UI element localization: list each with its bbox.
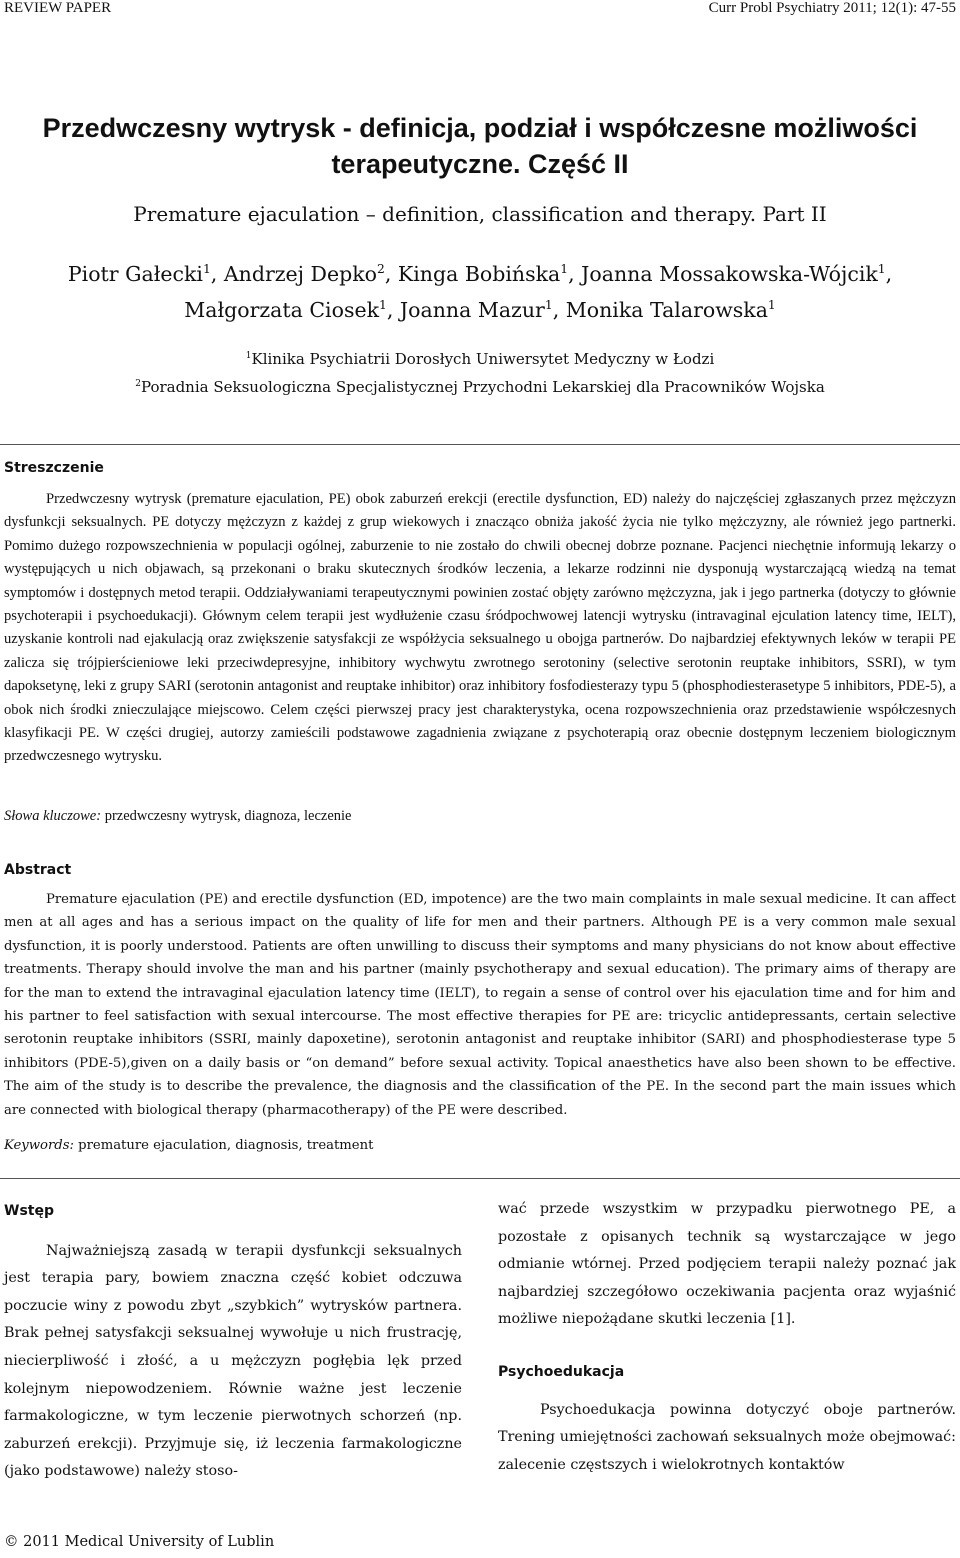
- affiliation-text: Poradnia Seksuologiczna Specjalistycznej Przychodni Lekarskiej dla Pracowników Wojska: [140, 378, 825, 396]
- copyright-footer: © 2011 Medical University of Lublin: [4, 1534, 275, 1550]
- affil-sup: 1: [245, 351, 252, 361]
- keywords-text: przedwczesny wytrysk, diagnoza, leczenie: [104, 808, 352, 824]
- keywords-text: premature ejaculation, diagnosis, treatment: [78, 1138, 374, 1153]
- streszczenie-heading: Streszczenie: [4, 460, 104, 476]
- authors-line-1: Piotr Gałecki$^1$, Andrzej Depko$^2$, Kinga Bobińska$^1$, Joanna Mossakowska-Wójcik$^1$,: [67, 262, 893, 286]
- author: Joanna Mossakowska-Wójcik: [581, 262, 878, 286]
- polish-keywords: [4, 808, 351, 825]
- author: Małgorzata Ciosek: [184, 298, 380, 322]
- author-affil-sup: 1: [767, 298, 776, 313]
- english-title: Premature ejaculation – definition, classification and therapy. Part II: [133, 202, 827, 226]
- english-keywords: [4, 1138, 373, 1153]
- abstract-heading: Abstract: [4, 862, 72, 878]
- wstep-body: Najważniejszą zasadą w terapii dysfunkcji seksualnych jest terapia pary, bowiem znaczna część kobiet odczuwa poczucie winy z powodu zbyt „szybkich” wytrysków partnera. Brak pełnej satysfakcji seksualnej wywołuje u nich frustrację, niecierpliwość i złość, a u mężczyzn pogłębia lęk przed kolejnym niepowodzeniem. Równie ważne jest leczenie farmakologiczne, w tym leczenie pierwotnych schorzeń (np. zaburzeń erekcji). Przyjmuje się, iż leczenia farmakologiczne (jako podstawowe) należy stoso-: [4, 1242, 462, 1480]
- keywords-label: Słowa kluczowe:: [4, 808, 102, 824]
- affiliation-1: [0, 345, 960, 373]
- author-affil-sup: 1: [202, 262, 211, 277]
- author-affil-sup: 1: [379, 298, 387, 313]
- streszczenie-body: Przedwczesny wytrysk (premature ejaculation, PE) obok zaburzeń erekcji (erectile dysfunction, ED) należy do najczęściej zgłaszanych przez mężczyzn dysfunkcji seksualnych. PE dotyczy mężczyzn z każdej z grup wiekowych i znacząco obniża jakość życia nie tylko mężczyzny, ale również jego partnerki. Pomimo dużego rozpowszechnienia w populacji ogólnej, zaburzenie to nie zostało do chwili obecnej dobrze poznane. Pacjenci niechętnie informują lekarzy o występujących u nich objawach, są przekonani o braku skutecznych środków leczenia, a lekarze rodzinni nie dysponują wystarczającą wiedzą na temat symptomów i dostępnych metod terapii. Oddziaływaniami terapeutycznymi powinien zostać objęty zarówno mężczyzna, jak i jego partnerka (dotyczy to głównie psychoterapii i psychoedukacji). Głównym celem terapii jest wydłużenie czasu śródpochwowej latencji wytrysku (intravaginal ejculation latency time, IELT), uzyskanie kontroli nad ejakulacją oraz zwiększenie satysfakcji ze współżycia seksualnego u obojga partnerów. Do najbardziej efektywnych leków w terapii PE zalicza się trójpierścieniowe leki przeciwdepresyjne, inhibitory wychwytu zwrotnego serotoniny (selective serotonin reuptake inhibitors, SSRI), w tym dapoksetynę, leki z grupy SARI (serotonin antagonist and reuptake inhibitor) oraz inhibitory fosfodiesterazy typu 5 (phosphodiesterasetype 5 inhibitors, PDE-5), a obok nich środki znieczulające miejscowo. Celem części pierwszej pracy jest charakterystyka, ocena rozpowszechnienia oraz przedstawienie współczesnych klasyfikacji PE. W części drugiej, autorzy zamieścili podstawowe zagadnienia związane z psychoterapią oraz obecnie dostępnym leczeniem biologicznym przedwczesnego wytrysku.: [4, 491, 956, 765]
- affiliation-2: [0, 373, 960, 401]
- section-divider: [0, 444, 960, 445]
- author-affil-sup: 1: [544, 298, 553, 313]
- title-line-1: Przedwczesny wytrysk - definicja, podział i współczesne możliwości: [42, 113, 918, 143]
- section-divider: [0, 1178, 960, 1179]
- abstract-body: Premature ejaculation (PE) and erectile dysfunction (ED, impotence) are the two main complaints in male sexual medicine. It can affect men at all ages and has a serious impact on the quality of life for men and their partners. Although PE is a very common male sexual dysfunction, it is poorly understood. Patients are often unwilling to discuss their symptoms and many physicians do not know about effective treatments. Therapy should involve the man and his partner (mainly psychotherapy and sexual education). The primary aims of therapy are for the man to extend the intravaginal ejaculation latency time (IELT), to regain a sense of control over his ejaculation time and for him and his partner to feel satisfaction with sexual intercourse. The most effective therapies for PE are: tricyclic antidepressants, certain selective serotonin reuptake inhibitors (SSRI, mainly dapoxetine), serotonin antagonist and reuptake inhibitor (SARI) and phosphodiesterase type 5 inhibitors (PDE-5),given on a daily basis or “on demand” before sexual activity. Topical anaesthetics have also been shown to be effective. The aim of the study is to describe the prevalence, the diagnosis and the classification of the PE. In the second part the main issues which are connected with biological therapy (pharmacotherapy) of the PE were described.: [4, 892, 956, 1118]
- article-title: [0, 110, 960, 182]
- affiliations: [0, 345, 960, 401]
- author: Andrzej Depko: [223, 262, 378, 286]
- affil-sup: 2: [135, 379, 141, 389]
- right-column: [498, 1196, 956, 1479]
- author: Kinga Bobińska: [397, 262, 561, 286]
- journal-section-label: REVIEW PAPER: [4, 0, 112, 16]
- continuation-text: wać przede wszystkim w przypadku pierwotnego PE, a pozostałe z opisanych technik są wystarczające w jego odmianie wtórnej. Przed podjęciem terapii należy poznać jak najbardziej szczegółowo oczekiwania pacjenta oraz wyjaśnić możliwe niepożądane skutki leczenia [1].: [498, 1201, 956, 1328]
- left-column: [4, 1198, 462, 1486]
- wstep-heading: Wstęp: [4, 1203, 54, 1219]
- author-affil-sup: 1: [877, 262, 886, 277]
- author-list: [0, 256, 960, 328]
- psychoedukacja-heading: Psychoedukacja: [498, 1363, 625, 1380]
- author-affil-sup: 1: [560, 262, 569, 277]
- author-affil-sup: 2: [377, 262, 385, 277]
- journal-citation: Curr Probl Psychiatry 2011; 12(1): 47-55: [708, 0, 956, 16]
- author: Monika Talarowska: [565, 298, 768, 322]
- author: Joanna Mazur: [399, 298, 545, 322]
- authors-line-2: Małgorzata Ciosek$^1$, Joanna Mazur$^1$, Monika Talarowska$^1$: [184, 298, 776, 322]
- title-line-2: terapeutyczne. Część II: [331, 149, 629, 179]
- psychoedukacja-body: Psychoedukacja powinna dotyczyć oboje partnerów. Trening umiejętności zachowań seksualnych może obejmować: zalecenie częstszych i wielokrotnych kontaktów: [498, 1401, 956, 1473]
- author: Piotr Gałecki: [67, 262, 203, 286]
- keywords-label: Keywords:: [4, 1138, 74, 1153]
- affiliation-text: Klinika Psychiatrii Dorosłych Uniwersytet Medyczny w Łodzi: [251, 350, 715, 368]
